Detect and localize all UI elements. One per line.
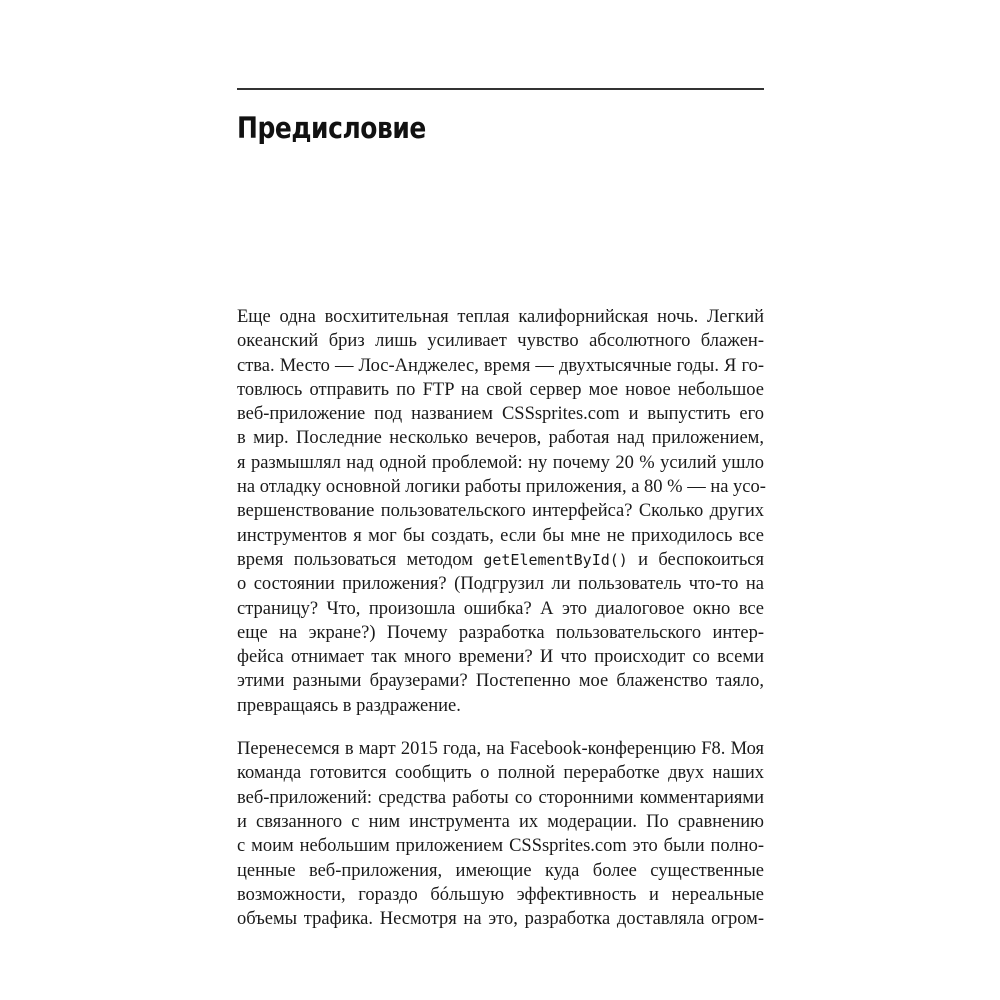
text-line: я размышлял над одной проблемой: ну почему 20 % усилий ушло [237,452,764,473]
text-line: веб-приложений: средства работы со сторонними комментариями [237,787,764,808]
text-line: Перенесемся в март 2015 года, на Facebook-конференцию F8. Моя [237,739,764,760]
text-line: Еще одна восхитительная теплая калифорнийская ночь. Легкий [237,307,764,327]
paragraph-2 [237,737,764,931]
paragraph-1 [237,305,764,718]
text-line: объемы трафика. Несмотря на это, разработка доставляла огром- [237,909,764,930]
body-text [237,305,764,931]
text-line: с моим небольшим приложением CSSsprites.com это были полно- [237,836,764,857]
text-line: в мир. Последние несколько вечеров, работая над приложением, [237,428,764,449]
text-line: ценные веб-приложения, имеющие куда более существенные [237,860,764,881]
text-line: возможности, гораздо бóльшую эффективность и нереальные [237,884,764,905]
text-line: еще на экране?) Почему разработка пользовательского интер- [237,622,764,643]
text-line: о состоянии приложения? (Подгрузил ли пользователь что-то на [237,574,764,595]
text-line: этими разными браузерами? Постепенно мое блаженство таяло, [237,671,764,692]
text-line: товлюсь отправить по FTP на свой сервер мое новое небольшое [237,379,764,400]
code-line-after: и беспокоиться [627,549,764,570]
text-line: фейса отнимает так много времени? И что происходит со всеми [237,647,764,668]
text-line: океанский бриз лишь усиливает чувство абсолютного блажен- [237,331,764,352]
text-line: страницу? Что, произошла ошибка? А это диалоговое окно все [237,598,764,619]
top-rule [237,88,764,90]
text-line: вершенствование пользовательского интерфейса? Сколько других [237,501,764,522]
text-line: команда готовится сообщить о полной переработке двух наших [237,763,764,784]
text-line: веб-приложение под названием CSSsprites.com и выпустить его [237,404,764,425]
text-line: на отладку основной логики работы приложения, а 80 % — на усо- [237,477,766,498]
text-line: и связанного с ним инструмента их модерации. По сравнению [237,811,764,832]
text-line-with-code [237,548,764,572]
text-line: инструментов я мог бы создать, если бы мне не приходилось все [237,525,764,546]
inline-code: getElementById() [483,550,628,569]
chapter-title: Предисловие [237,111,426,145]
text-line: превращаясь в раздражение. [237,695,461,716]
code-line-before: время пользоваться методом [237,549,484,570]
text-line: ства. Место — Лос-Анджелес, время — двухтысячные годы. Я го- [237,355,764,376]
